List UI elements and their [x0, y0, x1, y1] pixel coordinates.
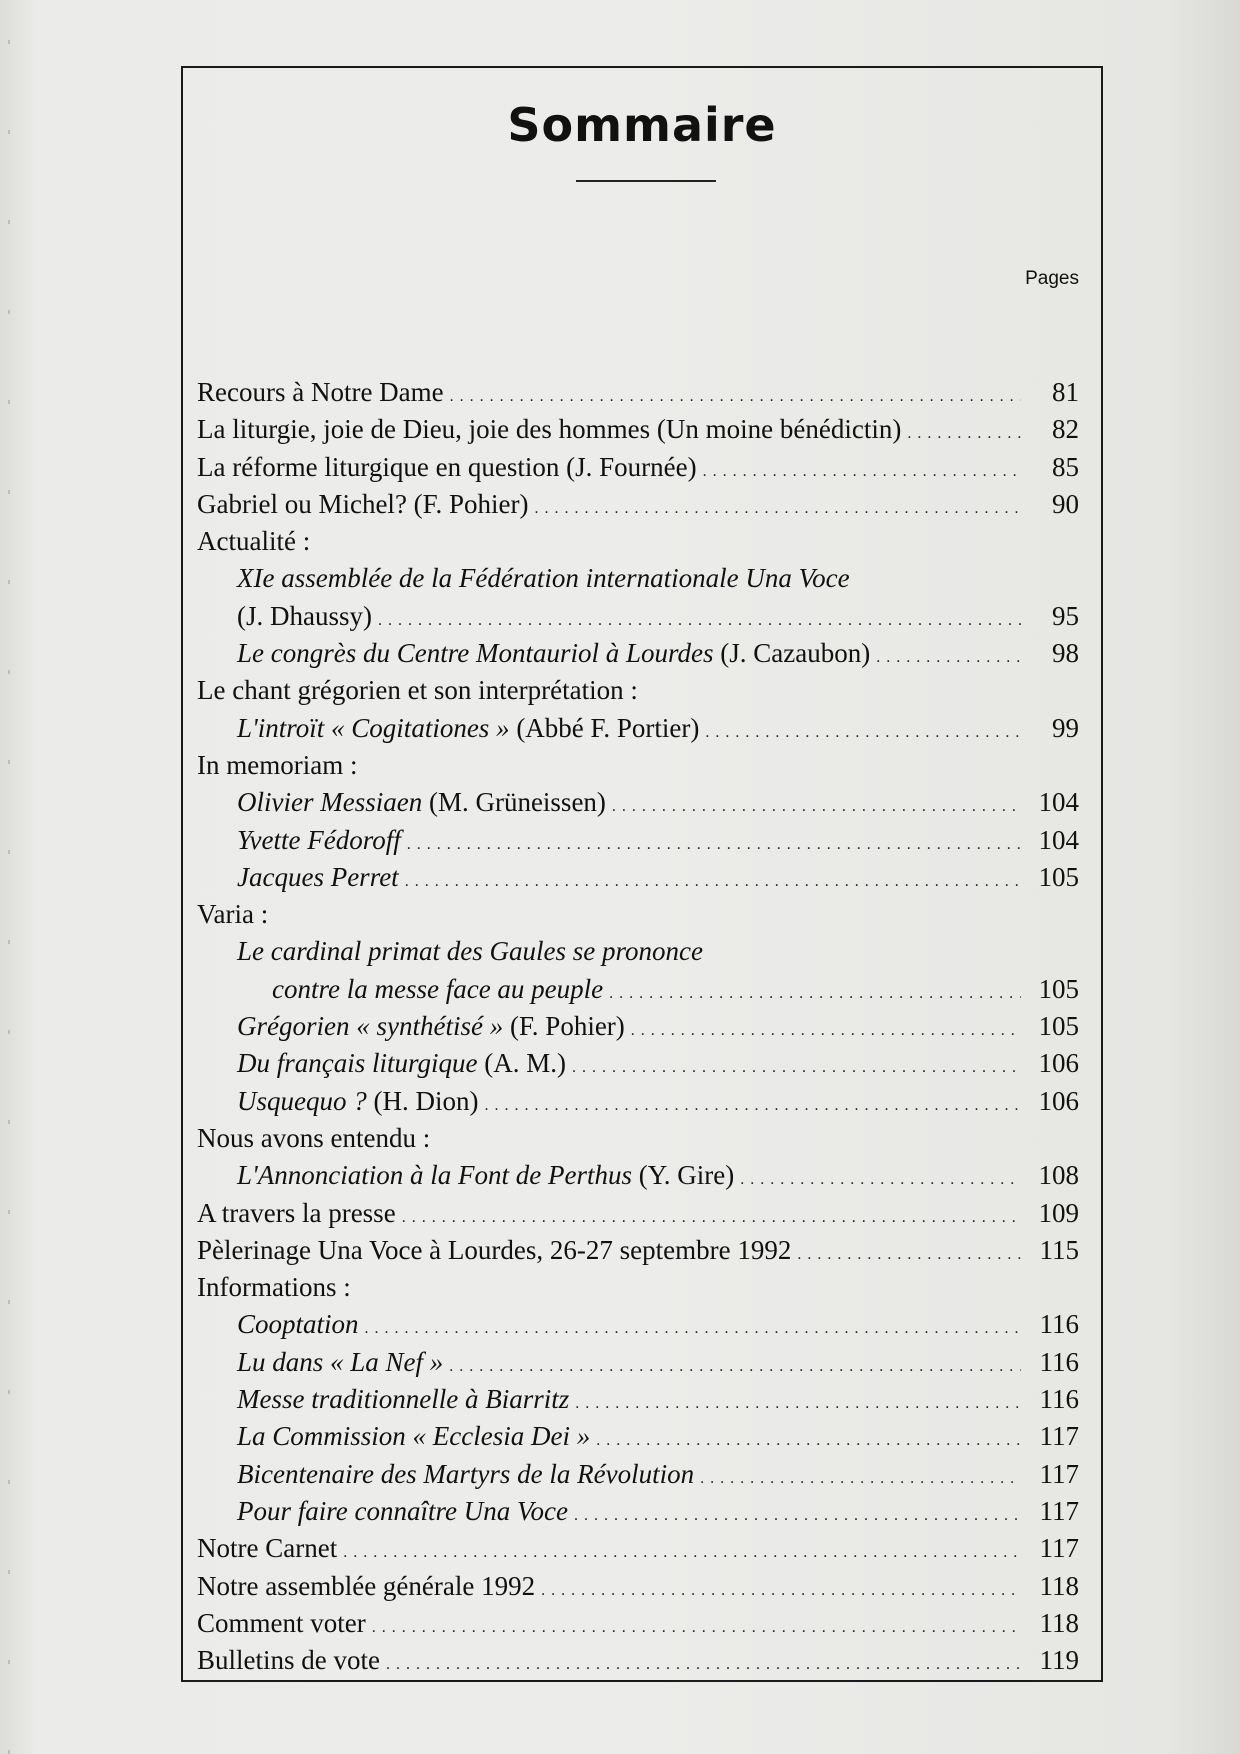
toc-entry [197, 933, 1079, 970]
toc-entry [197, 374, 1079, 411]
toc-entry-title [197, 1232, 791, 1269]
toc-entry-title [237, 598, 372, 635]
toc-entry-title [197, 896, 1079, 933]
toc-entry [197, 896, 1079, 933]
toc-entry-text: Notre Carnet [197, 1533, 338, 1564]
toc-entry-title [237, 1083, 478, 1120]
toc-entry-title [237, 1418, 590, 1455]
toc-entry-title [197, 1605, 366, 1642]
toc-entry-text: (Abbé F. Portier) [509, 712, 700, 743]
toc-entry-title [237, 560, 1079, 597]
toc-entry [197, 1120, 1079, 1157]
toc-entry [197, 523, 1079, 560]
dot-leader [541, 1572, 1021, 1609]
toc-entry-text: Nous avons entendu : [197, 1122, 431, 1153]
toc-entry [197, 822, 1079, 859]
toc-entry [197, 1493, 1079, 1530]
toc-entry-title [237, 635, 870, 672]
toc-entry [197, 747, 1079, 784]
toc-entry-title [237, 859, 399, 896]
toc-entry-page-number: 90 [1052, 488, 1079, 519]
toc-entry-italic-title: L'Annonciation à la Font de Perthus [237, 1160, 632, 1191]
toc-entry-page-number: 82 [1052, 414, 1079, 445]
dot-leader [703, 453, 1021, 490]
toc-entry-page-number: 105 [1038, 1011, 1079, 1042]
toc-entry-title [237, 933, 1079, 970]
toc-entry-text: In memoriam : [197, 749, 358, 780]
toc-entry-italic-title: L'introït « Cogitationes » [237, 712, 510, 743]
toc-entry-page-number: 115 [1039, 1234, 1079, 1265]
contents-frame [181, 66, 1103, 1682]
toc-entry-page-number: 116 [1039, 1346, 1079, 1377]
toc-entry-text: Bulletins de vote [197, 1645, 380, 1676]
toc-entry-page-number: 99 [1052, 712, 1079, 743]
scan-edge-marks [8, 0, 10, 1754]
toc-entry-page-number: 104 [1038, 824, 1079, 855]
toc-entry [197, 1381, 1079, 1418]
toc-entry-page-number: 117 [1039, 1495, 1079, 1526]
toc-entry-page-number: 105 [1038, 973, 1079, 1004]
toc-entry-text: (J. Cazaubon) [713, 638, 871, 669]
toc-entry-page-number: 85 [1052, 451, 1079, 482]
toc-entry-text: Gabriel ou Michel? (F. Pohier) [197, 488, 529, 519]
dot-leader [574, 1497, 1021, 1534]
toc-entry [197, 1269, 1079, 1306]
toc-entry-page-number: 95 [1052, 600, 1079, 631]
toc-entry-page-number: 118 [1039, 1570, 1079, 1601]
toc-entry-text: Varia : [197, 899, 269, 930]
toc-entry [197, 1083, 1079, 1120]
toc-entry [197, 672, 1079, 709]
toc-entry [197, 1157, 1079, 1194]
toc-entry-text: Recours à Notre Dame [197, 377, 444, 407]
toc-entry-page-number: 81 [1052, 377, 1079, 407]
toc-entry-text: Comment voter [197, 1607, 366, 1638]
toc-entry [197, 1045, 1079, 1082]
toc-entry-page-number: 116 [1039, 1384, 1079, 1415]
toc-entry-italic-title: Grégorien « synthétisé » [237, 1011, 504, 1042]
toc-entry-text: Actualité : [197, 526, 311, 557]
toc-entry-title [197, 1120, 1079, 1157]
toc-entry-title [197, 672, 1079, 709]
toc-entry-text: Pèlerinage Una Voce à Lourdes, 26-27 septembre 1992 [197, 1234, 792, 1265]
page-title: Sommaire [507, 98, 777, 152]
toc-entry-title [197, 1269, 1079, 1306]
toc-entry [197, 598, 1079, 635]
toc-entry-italic-title: Cooptation [237, 1309, 359, 1340]
toc-entry-page-number: 116 [1039, 1309, 1079, 1340]
toc-entry-title [197, 747, 1079, 784]
toc-entry-italic-title: Bicentenaire des Martyrs de la Révolution [237, 1458, 695, 1489]
toc-entry-italic-title: Usquequo ? [237, 1085, 367, 1116]
toc-entry-title [237, 710, 699, 747]
toc-entry-text: (A. M.) [477, 1048, 566, 1079]
toc-entry-text: La réforme liturgique en question (J. Fournée) [197, 451, 697, 482]
toc-entry [197, 1456, 1079, 1493]
toc-entry-text: A travers la presse [197, 1197, 396, 1228]
toc-entry [197, 1530, 1079, 1567]
toc-entry-title [197, 1530, 337, 1567]
toc-entry [197, 1008, 1079, 1045]
toc-entry [197, 1344, 1079, 1381]
toc-entry-page-number: 117 [1039, 1533, 1079, 1564]
toc-entry-title [197, 374, 444, 411]
dot-leader [612, 788, 1021, 825]
toc-entry-title [237, 1344, 443, 1381]
toc-entry [197, 1195, 1079, 1232]
toc-entry [197, 1642, 1079, 1679]
dot-leader [740, 1161, 1021, 1198]
dot-leader [378, 602, 1021, 639]
toc-entry [197, 411, 1079, 448]
toc-entry-italic-title: contre la messe face au peuple [272, 973, 604, 1004]
toc-entry-title [237, 1008, 625, 1045]
dot-leader [372, 1609, 1021, 1646]
dot-leader [402, 1199, 1021, 1236]
toc-entry-page-number: 104 [1038, 787, 1079, 818]
toc-entry-title [197, 411, 901, 448]
toc-entry-italic-title: Pour faire connaître Una Voce [237, 1495, 568, 1526]
toc-entry-italic-title: Lu dans « La Nef » [237, 1346, 444, 1377]
toc-entry-title [197, 1642, 380, 1679]
toc-entry [197, 1232, 1079, 1269]
pages-column-label: Pages [1025, 268, 1079, 289]
dot-leader [450, 378, 1021, 415]
toc-entry [197, 971, 1079, 1008]
toc-entry-title [197, 523, 1079, 560]
toc-entry [197, 784, 1079, 821]
toc-entry [197, 449, 1079, 486]
toc-entry-text: La liturgie, joie de Dieu, joie des hommes (Un moine bénédictin) [197, 414, 902, 445]
toc-entry-title [237, 784, 606, 821]
toc-entry [197, 859, 1079, 896]
toc-entry-page-number: 109 [1038, 1197, 1079, 1228]
toc-entry-page-number: 119 [1039, 1645, 1079, 1676]
toc-entry-text: (H. Dion) [366, 1085, 479, 1116]
toc-entry-page-number: 106 [1038, 1085, 1079, 1116]
toc-entry-title [197, 486, 529, 523]
dot-leader [575, 1385, 1021, 1422]
toc-entry-italic-title: Du français liturgique [237, 1048, 478, 1079]
toc-entry [197, 1418, 1079, 1455]
toc-entry [197, 1306, 1079, 1343]
toc-entry-title [237, 1157, 734, 1194]
toc-entry [197, 1568, 1079, 1605]
dot-leader [343, 1534, 1021, 1571]
dot-leader [876, 639, 1021, 676]
toc-entry-title [237, 1306, 359, 1343]
dot-leader [572, 1049, 1021, 1086]
toc-entry-title [197, 449, 697, 486]
toc-entry-title [197, 1195, 396, 1232]
dot-leader [386, 1646, 1021, 1683]
toc-entry-text: (M. Grüneissen) [422, 787, 606, 818]
toc-entry-italic-title: Olivier Messiaen [237, 787, 423, 818]
toc-entry-text: Notre assemblée générale 1992 [197, 1570, 536, 1601]
toc-entry-page-number: 98 [1052, 638, 1079, 669]
toc-entry-text: (F. Pohier) [503, 1011, 625, 1042]
toc-entry [197, 560, 1079, 597]
dot-leader [907, 415, 1021, 452]
toc-entry-text: Informations : [197, 1272, 351, 1303]
dot-leader [700, 1460, 1021, 1497]
toc-entry-page-number: 105 [1038, 861, 1079, 892]
dot-leader [797, 1236, 1021, 1273]
dot-leader [596, 1422, 1021, 1459]
toc-entry-italic-title: XIe assemblée de la Fédération internationale Una Voce [237, 563, 850, 594]
toc-entry-title [197, 1568, 535, 1605]
dot-leader [535, 490, 1021, 527]
title-underline [576, 180, 716, 182]
dot-leader [365, 1310, 1021, 1347]
toc-entry-italic-title: Le cardinal primat des Gaules se prononce [237, 936, 703, 967]
toc-entry [197, 635, 1079, 672]
toc-entry-text: Le chant grégorien et son interprétation : [197, 675, 638, 706]
dot-leader [609, 975, 1021, 1012]
dot-leader [705, 714, 1021, 751]
toc-entry-text: (Y. Gire) [632, 1160, 735, 1191]
toc-entry-page-number: 118 [1039, 1607, 1079, 1638]
toc-entry-page-number: 117 [1039, 1458, 1079, 1489]
toc-entry-title [237, 1456, 694, 1493]
toc-entry-title [272, 971, 603, 1008]
toc-entry-title [237, 822, 401, 859]
toc-entry-italic-title: Jacques Perret [237, 861, 399, 892]
table-of-contents [197, 374, 1079, 1679]
toc-entry-page-number: 108 [1038, 1160, 1079, 1191]
toc-entry-italic-title: Messe traditionnelle à Biarritz [237, 1384, 570, 1415]
toc-entry [197, 1605, 1079, 1642]
toc-entry-page-number: 117 [1039, 1421, 1079, 1452]
toc-entry-title [237, 1381, 569, 1418]
toc-entry-text: (J. Dhaussy) [237, 600, 372, 631]
dot-leader [449, 1348, 1021, 1385]
toc-entry-italic-title: La Commission « Ecclesia Dei » [237, 1421, 591, 1452]
dot-leader [631, 1012, 1021, 1049]
toc-entry-italic-title: Yvette Fédoroff [237, 824, 401, 855]
toc-entry [197, 486, 1079, 523]
dot-leader [407, 826, 1021, 863]
toc-entry-italic-title: Le congrès du Centre Montauriol à Lourdes [237, 638, 714, 669]
toc-entry-title [237, 1045, 566, 1082]
dot-leader [405, 863, 1021, 900]
toc-entry [197, 710, 1079, 747]
toc-entry-page-number: 106 [1038, 1048, 1079, 1079]
dot-leader [484, 1087, 1021, 1124]
toc-entry-title [237, 1493, 568, 1530]
